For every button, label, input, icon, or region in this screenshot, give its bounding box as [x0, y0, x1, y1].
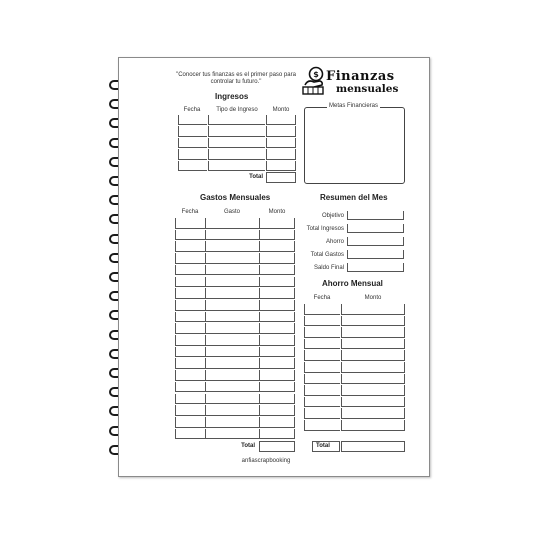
resumen-field[interactable]	[347, 263, 404, 272]
table-cell[interactable]	[205, 300, 259, 311]
table-cell[interactable]	[175, 429, 205, 440]
metas-title: Metas Financieras	[329, 103, 379, 109]
table-cell[interactable]	[259, 394, 295, 405]
svg-text:$: $	[313, 70, 319, 79]
table-cell[interactable]	[205, 417, 259, 428]
table-cell[interactable]	[205, 347, 259, 358]
table-cell[interactable]	[175, 288, 205, 299]
table-cell[interactable]	[175, 312, 205, 323]
resumen-label: Objetivo	[321, 213, 344, 219]
table-cell[interactable]	[341, 304, 405, 315]
table-cell[interactable]	[205, 253, 259, 264]
table-cell[interactable]	[341, 350, 405, 361]
table-cell[interactable]	[205, 288, 259, 299]
table-cell[interactable]	[304, 420, 340, 431]
table-cell[interactable]	[175, 417, 205, 428]
table-cell[interactable]	[175, 405, 205, 416]
resumen-label: Saldo Final	[313, 265, 344, 271]
table-cell[interactable]	[259, 382, 295, 393]
table-cell[interactable]	[304, 385, 340, 396]
table-cell[interactable]	[205, 429, 259, 440]
ahorro-total-field[interactable]	[312, 441, 340, 452]
table-cell[interactable]	[266, 115, 296, 125]
resumen-label: Total Gastos	[310, 252, 344, 258]
table-cell[interactable]	[175, 358, 205, 369]
table-cell[interactable]	[341, 362, 405, 373]
table-cell[interactable]	[341, 374, 405, 385]
table-cell[interactable]	[259, 312, 295, 323]
resumen-label: Ahorro	[325, 239, 344, 245]
resumen-field[interactable]	[347, 211, 404, 220]
ahorro-title: Ahorro Mensual	[322, 279, 383, 288]
quote-text: "Conocer tus finanzas es el primer paso para controlar tu futuro."	[176, 72, 296, 85]
table-cell[interactable]	[205, 218, 259, 229]
footer-credit: anfiascrapbooking	[241, 458, 291, 464]
gastos-col-monto: Monto	[268, 209, 286, 215]
table-cell[interactable]	[259, 347, 295, 358]
ingresos-col-tipo: Tipo de Ingreso	[216, 107, 258, 113]
table-cell[interactable]	[175, 394, 205, 405]
table-cell[interactable]	[208, 149, 265, 159]
table-cell[interactable]	[266, 126, 296, 136]
metas-financieras-box[interactable]	[304, 103, 405, 184]
table-cell[interactable]	[175, 218, 205, 229]
table-cell[interactable]	[205, 335, 259, 346]
logo-title: Finanzas	[326, 69, 395, 84]
table-cell[interactable]	[259, 323, 295, 334]
table-cell[interactable]	[175, 382, 205, 393]
resumen-field[interactable]	[347, 224, 404, 233]
table-cell[interactable]	[175, 347, 205, 358]
table-cell[interactable]	[175, 265, 205, 276]
table-cell[interactable]	[178, 161, 207, 171]
table-cell[interactable]	[259, 405, 295, 416]
table-cell[interactable]	[175, 300, 205, 311]
table-cell[interactable]	[304, 408, 340, 419]
ahorro-col-fecha: Fecha	[313, 295, 331, 301]
resumen-field[interactable]	[347, 250, 404, 259]
table-cell[interactable]	[304, 362, 340, 373]
ahorro-col-monto: Monto	[364, 295, 382, 301]
resumen-title: Resumen del Mes	[320, 193, 388, 202]
table-cell[interactable]	[304, 397, 340, 408]
table-cell[interactable]	[178, 126, 207, 136]
ingresos-total-field[interactable]	[266, 172, 296, 183]
table-cell[interactable]	[341, 385, 405, 396]
table-cell[interactable]	[175, 323, 205, 334]
logo-subtitle: mensuales	[336, 83, 399, 95]
table-cell[interactable]	[205, 358, 259, 369]
table-cell[interactable]	[205, 405, 259, 416]
table-cell[interactable]	[266, 161, 296, 171]
table-cell[interactable]	[175, 277, 205, 288]
table-cell[interactable]	[205, 277, 259, 288]
table-cell[interactable]	[205, 312, 259, 323]
table-cell[interactable]	[259, 417, 295, 428]
table-cell[interactable]	[341, 397, 405, 408]
table-cell[interactable]	[205, 230, 259, 241]
table-cell[interactable]	[208, 126, 265, 136]
table-cell[interactable]	[341, 316, 405, 327]
table-cell[interactable]	[205, 323, 259, 334]
table-cell[interactable]	[259, 335, 295, 346]
table-cell[interactable]	[259, 300, 295, 311]
table-cell[interactable]	[208, 115, 265, 125]
gastos-col-fecha: Fecha	[181, 209, 199, 215]
table-cell[interactable]	[341, 408, 405, 419]
ingresos-title: Ingresos	[215, 92, 249, 101]
table-cell[interactable]	[259, 358, 295, 369]
table-cell[interactable]	[205, 241, 259, 252]
gastos-col-gasto: Gasto	[223, 209, 240, 215]
table-cell[interactable]	[259, 288, 295, 299]
table-cell[interactable]	[341, 339, 405, 350]
ingresos-col-fecha: Fecha	[183, 107, 201, 113]
table-cell[interactable]	[175, 335, 205, 346]
table-cell[interactable]	[205, 382, 259, 393]
table-cell[interactable]	[304, 339, 340, 350]
table-cell[interactable]	[304, 304, 340, 315]
table-cell[interactable]	[178, 115, 207, 125]
resumen-label: Total Ingresos	[306, 226, 344, 232]
ahorro-total-amount[interactable]	[341, 441, 405, 452]
table-cell[interactable]	[259, 370, 295, 381]
table-cell[interactable]	[205, 394, 259, 405]
table-cell[interactable]	[205, 370, 259, 381]
gastos-total-field[interactable]	[259, 441, 295, 452]
resumen-field[interactable]	[347, 237, 404, 246]
gastos-total-label: Total	[241, 443, 255, 449]
table-cell[interactable]	[304, 327, 340, 338]
ahorro-total-label: Total	[316, 443, 330, 449]
table-cell[interactable]	[304, 316, 340, 327]
table-cell[interactable]	[208, 138, 265, 148]
table-cell[interactable]	[304, 350, 340, 361]
table-cell[interactable]	[304, 374, 340, 385]
table-cell[interactable]	[175, 230, 205, 241]
table-cell[interactable]	[205, 265, 259, 276]
table-cell[interactable]	[175, 370, 205, 381]
logo	[300, 65, 404, 101]
table-cell[interactable]	[208, 161, 265, 171]
table-cell[interactable]	[178, 149, 207, 159]
table-cell[interactable]	[266, 149, 296, 159]
ingresos-total-label: Total	[249, 174, 263, 180]
table-cell[interactable]	[259, 277, 295, 288]
table-cell[interactable]	[341, 420, 405, 431]
ingresos-col-monto: Monto	[272, 107, 290, 113]
table-cell[interactable]	[259, 429, 295, 440]
table-cell[interactable]	[175, 253, 205, 264]
gastos-title: Gastos Mensuales	[200, 193, 271, 202]
money-bag-icon	[300, 65, 328, 95]
table-cell[interactable]	[341, 327, 405, 338]
table-cell[interactable]	[266, 138, 296, 148]
table-cell[interactable]	[178, 138, 207, 148]
table-cell[interactable]	[175, 241, 205, 252]
